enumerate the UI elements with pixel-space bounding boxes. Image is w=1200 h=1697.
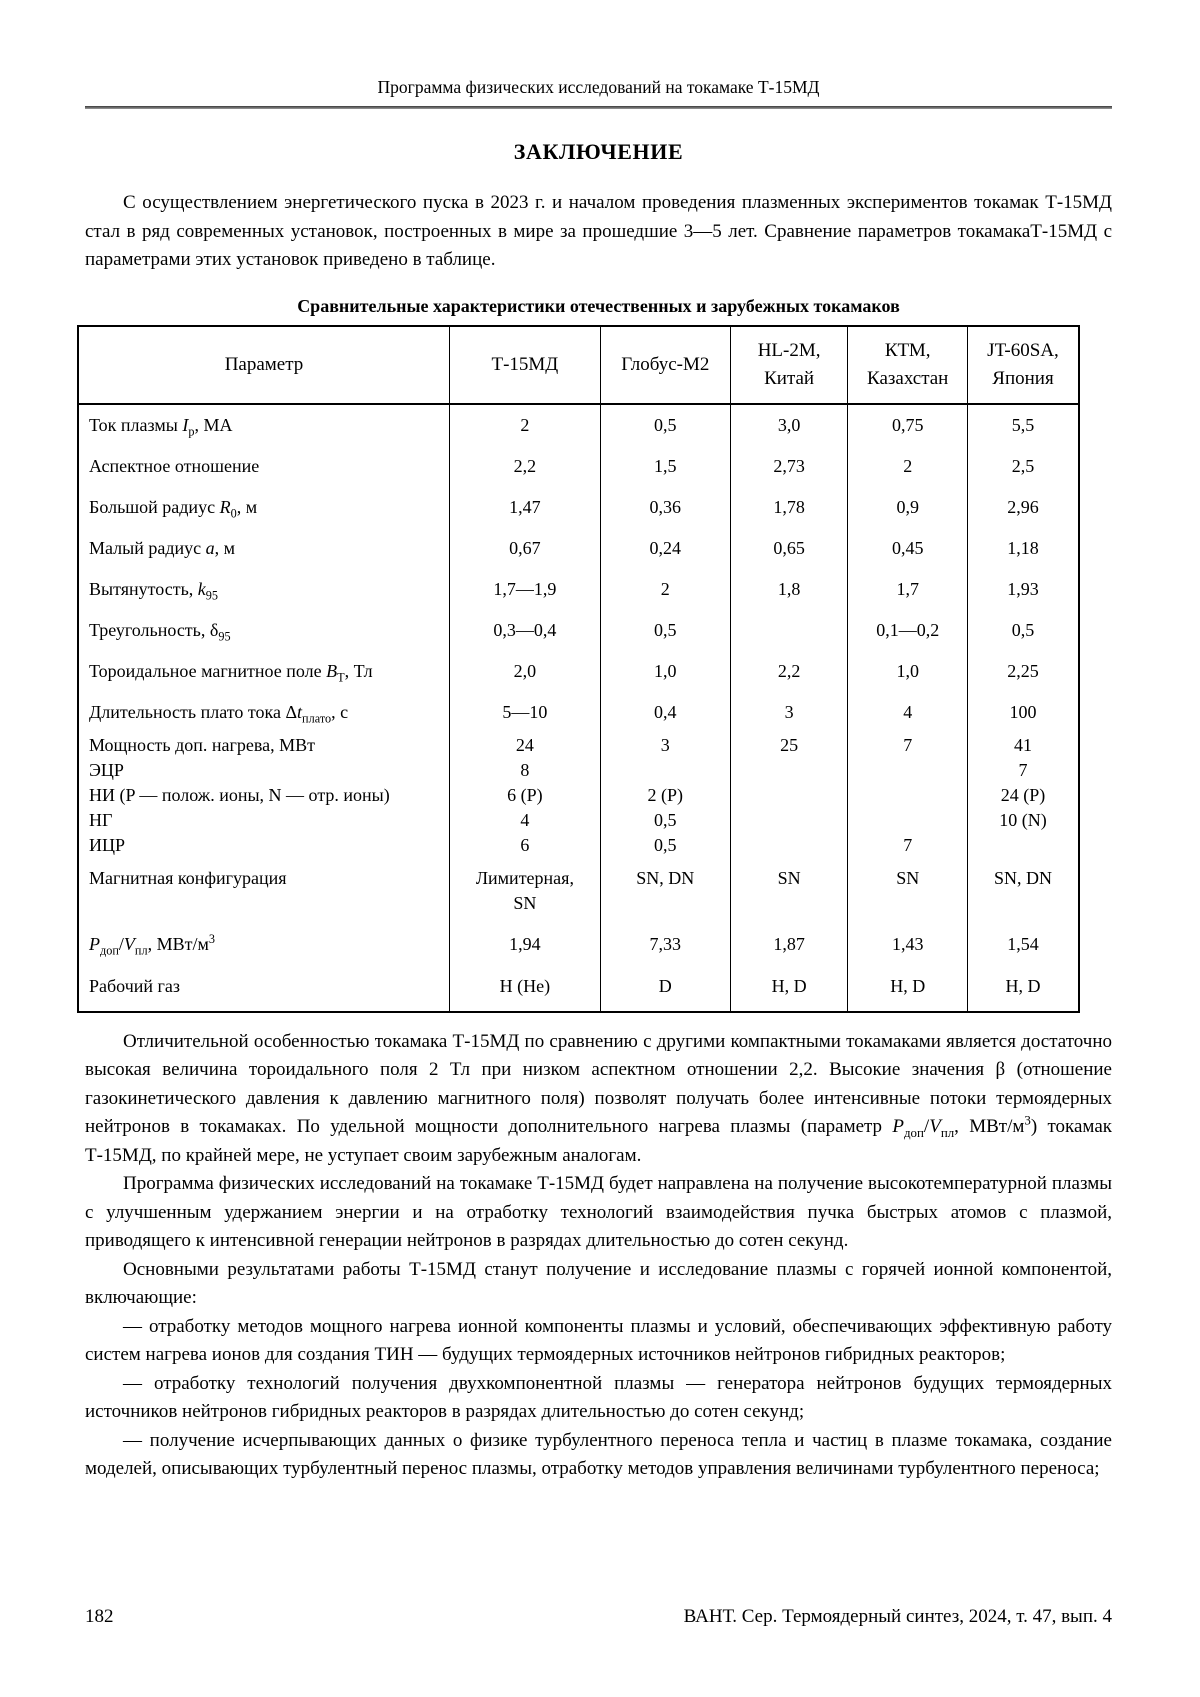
cell-value: SN <box>730 858 848 924</box>
cell-value: 7 <box>848 733 968 758</box>
comparison-table <box>77 325 1080 1013</box>
cell-value: 41 <box>967 733 1079 758</box>
intro-paragraphs <box>85 189 1112 275</box>
list-item-turbulent-transport: — получение исчерпывающих данных о физике турбулентного переноса тепла и частиц в плазме токамака, создание моделей, описывающих турбулентный перенос плазмы, отработку методов управления величинами турбулентного переноса; <box>85 1429 1112 1479</box>
cell-value: 24 (P) <box>967 783 1079 808</box>
cell-value: 7,33 <box>600 924 730 965</box>
cell-value: 0,75 <box>848 404 968 446</box>
page-number: 182 <box>85 1606 114 1627</box>
row-label: Аспектное отношение <box>89 455 260 476</box>
header-rule <box>85 106 1112 109</box>
cell-value: 1,7—1,9 <box>449 569 600 610</box>
paragraph-main-results: Основными результатами работы Т-15МД станут получение и исследование плазмы с горячей ионной компонентой, включающие: <box>85 1258 1112 1308</box>
table-caption: Сравнительные характеристики отечественных и зарубежных токамаков <box>297 295 900 316</box>
cell-value: H (He) <box>449 965 600 1012</box>
cell-value: 2,73 <box>730 446 848 487</box>
cell-value <box>730 808 848 833</box>
list-item-ion-heating: — отработку методов мощного нагрева ионной компоненты плазмы и условий, обеспечивающих эффективную работу систем нагрева ионов для создания ТИН — будущих термоядерных источников нейтронов гибридных реакторов; <box>85 1315 1112 1365</box>
cell-value <box>848 758 968 783</box>
cell-value: 5—10 <box>449 692 600 733</box>
table-row <box>78 924 1079 965</box>
row-label: Тороидальное магнитное поле $B_Т$, Тл <box>89 660 373 685</box>
row-label: Ток плазмы $I_p$, МА <box>89 414 233 439</box>
running-head: Программа физических исследований на токамаке Т-15МД <box>377 77 820 97</box>
cell-value: 2,25 <box>967 651 1079 692</box>
section-title: ЗАКЛЮЧЕНИЕ <box>513 139 684 164</box>
cell-value: SN <box>848 858 968 924</box>
table-row <box>78 858 1079 924</box>
cell-value <box>730 833 848 858</box>
row-label: Мощность доп. нагрева, МВт <box>89 734 315 755</box>
cell-value: 7 <box>967 758 1079 783</box>
table-row <box>78 651 1079 692</box>
cell-value: 0,5 <box>600 808 730 833</box>
cell-value: 6 (P) <box>449 783 600 808</box>
cell-value: 0,65 <box>730 528 848 569</box>
cell-value: Лимитерная, SN <box>449 858 600 924</box>
row-label: Большой радиус $R_0$, м <box>89 496 258 521</box>
paragraph-distinctive-feature: Отличительной особенностью токамака Т-15МД по сравнению с другими компактными токамаками является достаточно высокая величина тороидального поля 2 Тл при низком аспектном отношении 2,2. Высокие значения β (отношение газокинетического давления к давлению магнитного поля) позволят получать более интенсивные потоки термоядерных нейтронов в токамаках. По удельной мощности дополнительного нагрева плазмы (параметр $P_{доп}/V_{пл}$, МВт/$м^3$) токамак Т-15МД, по крайней мере, не уступает своим зарубежным аналогам. <box>85 1030 1112 1166</box>
column-header: JT-60SA, Япония <box>967 326 1079 404</box>
cell-value <box>967 833 1079 858</box>
row-label: НИ (P — полож. ионы, N — отр. ионы) <box>89 784 390 805</box>
cell-value: 0,67 <box>449 528 600 569</box>
cell-value: 2,2 <box>449 446 600 487</box>
cell-value: 1,47 <box>449 487 600 528</box>
cell-value: 0,5 <box>600 610 730 651</box>
cell-value: 7 <box>848 833 968 858</box>
table-body <box>78 404 1079 1012</box>
row-label: Малый радиус a, м <box>89 537 236 558</box>
column-header: КТМ, Казахстан <box>848 326 968 404</box>
cell-value: 10 (N) <box>967 808 1079 833</box>
cell-value <box>848 808 968 833</box>
cell-value: 100 <box>967 692 1079 733</box>
cell-value: 1,18 <box>967 528 1079 569</box>
cell-value: 3,0 <box>730 404 848 446</box>
cell-value: 1,94 <box>449 924 600 965</box>
column-header: Параметр <box>78 326 449 404</box>
cell-value: 3 <box>600 733 730 758</box>
cell-value: H, D <box>730 965 848 1012</box>
row-label: $P_{доп}/V_{пл}$, МВт/$м^3$ <box>89 931 215 958</box>
table-row <box>78 692 1079 733</box>
column-header: Т-15МД <box>449 326 600 404</box>
cell-value: 1,87 <box>730 924 848 965</box>
table-header-row <box>78 326 1079 404</box>
cell-value: 2,5 <box>967 446 1079 487</box>
table-row <box>78 446 1079 487</box>
cell-value: SN, DN <box>600 858 730 924</box>
cell-value <box>848 783 968 808</box>
cell-value: H, D <box>848 965 968 1012</box>
cell-value: 0,5 <box>600 833 730 858</box>
cell-value: D <box>600 965 730 1012</box>
cell-value: 3 <box>730 692 848 733</box>
cell-value: 6 <box>449 833 600 858</box>
cell-value <box>730 783 848 808</box>
table-row <box>78 758 1079 783</box>
table-row <box>78 783 1079 808</box>
cell-value: 1,78 <box>730 487 848 528</box>
table-row <box>78 808 1079 833</box>
table-row <box>78 833 1079 858</box>
row-label: Вытянутость, $k_{95}$ <box>89 578 219 603</box>
row-label: Рабочий газ <box>89 975 180 996</box>
cell-value: 1,43 <box>848 924 968 965</box>
cell-value: 2 <box>449 404 600 446</box>
cell-value: 4 <box>449 808 600 833</box>
paragraph-program-goals: Программа физических исследований на токамаке Т-15МД будет направлена на получение высокотемпературной плазмы с улучшенным удержанием энергии и на отработку технологий взаимодействия пучка быстрых атомов с плазмой, приводящего к интенсивной генерации нейтронов в разрядах длительностью до сотен секунд. <box>85 1173 1112 1251</box>
cell-value: 1,7 <box>848 569 968 610</box>
list-item-two-component-plasma: — отработку технологий получения двухкомпонентной плазмы — генератора нейтронов будущих термоядерных источников нейтронов гибридных реакторов в разрядах длительностью до сотен секунд; <box>85 1372 1112 1422</box>
cell-value: 2,2 <box>730 651 848 692</box>
paragraph-intro: С осуществлением энергетического пуска в 2023 г. и началом проведения плазменных экспериментов токамак Т-15МД стал в ряд современных установок, построенных в мире за прошедшие 3—5 лет. Сравнение параметров токамакаТ-15МД с параметрами этих установок приведено в таблице. <box>85 192 1112 270</box>
cell-value: 0,3—0,4 <box>449 610 600 651</box>
cell-value <box>600 758 730 783</box>
table-head <box>78 326 1079 404</box>
table-row <box>78 610 1079 651</box>
cell-value: 2 (P) <box>600 783 730 808</box>
journal-reference: ВАНТ. Сер. Термоядерный синтез, 2024, т. 47, вып. 4 <box>683 1606 1112 1627</box>
cell-value: 1,8 <box>730 569 848 610</box>
table-row <box>78 965 1079 1012</box>
page-footer <box>85 1606 1112 1628</box>
table-row <box>78 569 1079 610</box>
cell-value: 2 <box>600 569 730 610</box>
cell-value: SN, DN <box>967 858 1079 924</box>
row-label: Длительность плато тока $\Delta t_{плато}$, с <box>89 701 349 726</box>
cell-value: 0,45 <box>848 528 968 569</box>
cell-value: 2 <box>848 446 968 487</box>
row-label: Треугольность, $\delta_{95}$ <box>89 619 231 644</box>
cell-value: 0,4 <box>600 692 730 733</box>
cell-value: 2,96 <box>967 487 1079 528</box>
table-row <box>78 404 1079 446</box>
cell-value: 0,9 <box>848 487 968 528</box>
cell-value: 8 <box>449 758 600 783</box>
cell-value: 1,0 <box>600 651 730 692</box>
column-header: HL-2M, Китай <box>730 326 848 404</box>
cell-value: 25 <box>730 733 848 758</box>
row-label: ЭЦР <box>89 759 124 780</box>
cell-value: 4 <box>848 692 968 733</box>
cell-value: 1,93 <box>967 569 1079 610</box>
cell-value: H, D <box>967 965 1079 1012</box>
cell-value <box>730 610 848 651</box>
cell-value: 0,1—0,2 <box>848 610 968 651</box>
cell-value: 24 <box>449 733 600 758</box>
cell-value <box>730 758 848 783</box>
cell-value: 0,24 <box>600 528 730 569</box>
cell-value: 0,36 <box>600 487 730 528</box>
row-label: Магнитная конфигурация <box>89 867 287 888</box>
cell-value: 0,5 <box>600 404 730 446</box>
table-row <box>78 733 1079 758</box>
column-header: Глобус-М2 <box>600 326 730 404</box>
row-label: ИЦР <box>89 834 126 855</box>
table-row <box>78 528 1079 569</box>
cell-value: 2,0 <box>449 651 600 692</box>
cell-value: 1,5 <box>600 446 730 487</box>
table-row <box>78 487 1079 528</box>
cell-value: 5,5 <box>967 404 1079 446</box>
row-label: НГ <box>89 809 113 830</box>
cell-value: 1,0 <box>848 651 968 692</box>
cell-value: 0,5 <box>967 610 1079 651</box>
discussion-paragraphs <box>85 1028 1112 1484</box>
cell-value: 1,54 <box>967 924 1079 965</box>
